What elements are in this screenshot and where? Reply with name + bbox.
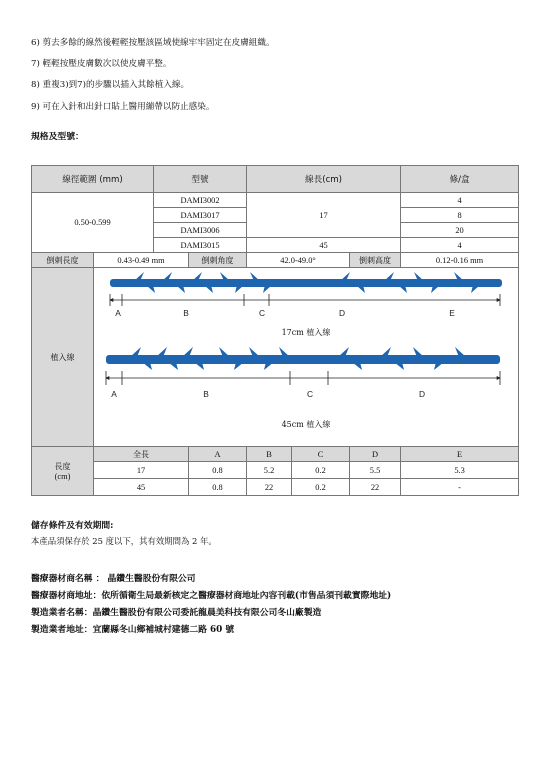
model-cell: DAMI3002 (154, 193, 247, 208)
length-unit: (cm) (54, 472, 71, 481)
seg-cell: 17 (94, 462, 189, 479)
seg-label-D: D (338, 308, 346, 318)
barb-height-value: 0.12-0.16 mm (401, 253, 519, 268)
model-cell: DAMI3015 (154, 238, 247, 253)
seg-cell: - (401, 479, 519, 496)
model-cell: DAMI3017 (154, 208, 247, 223)
seg-cell: 5.2 (247, 462, 292, 479)
seg-header-d: D (350, 447, 401, 462)
seg-cell: 22 (247, 479, 292, 496)
step-7: 7) 輕輕按壓皮膚數次以使皮膚平整。 (31, 59, 172, 70)
header-model: 型號 (154, 166, 247, 193)
device-vendor-address: 醫療器材商地址：依所循衛生局最新核定之醫療器材商地址內容刊載(市售品須刊載實際地址) (31, 591, 392, 601)
step-8: 8) 重複3)到7)的步驟以插入其餘植入線。 (31, 80, 190, 91)
seg-label-A: A (115, 308, 121, 318)
seg-label-C: C (258, 308, 266, 318)
count-cell: 4 (401, 193, 519, 208)
manufacturer-address: 製造業者地址：宜蘭縣冬山鄉補城村建德二路 60 號 (31, 625, 235, 635)
implant-diagram (94, 268, 518, 446)
storage-text: 本產品須保存於 25 度以下，其有效期間為 2 年。 (31, 536, 217, 546)
dimension-lines-17cm (110, 294, 500, 306)
model-cell: DAMI3006 (154, 223, 247, 238)
header-diameter: 線徑範圍 (mm) (32, 166, 154, 193)
length-label-cell (32, 447, 94, 496)
barb-height-label: 倒刺高度 (350, 253, 401, 268)
thread-45cm (106, 347, 500, 370)
spec-table (31, 165, 519, 496)
seg-label-B: B (203, 389, 209, 399)
instruction-steps (31, 33, 275, 118)
manufacturer-name: 製造業者名稱：晶鑽生醫股份有限公司委託龍晨美科技有限公司冬山廠製造 (31, 608, 322, 618)
seg-label-C: C (306, 389, 314, 399)
step-9: 9) 可在入針和出針口貼上醫用繃帶以防止感染。 (31, 101, 215, 112)
seg-cell: 0.8 (189, 479, 247, 496)
seg-cell: 5.5 (350, 462, 401, 479)
seg-label-D: D (418, 389, 426, 399)
diameter-value: 0.50-0.599 (32, 193, 154, 253)
seg-header-b: B (247, 447, 292, 462)
seg-header-c: C (292, 447, 350, 462)
seg-header-total: 全長 (94, 447, 189, 462)
barb-angle-value: 42.0-49.0° (247, 253, 350, 268)
barb-length-label: 倒刺長度 (32, 253, 94, 268)
length-45-cell: 45 (247, 238, 401, 253)
seg-label-A: A (111, 389, 117, 399)
diagram2-caption: 45cm 植入線 (281, 420, 331, 429)
implant-label: 植入線 (32, 268, 94, 447)
header-length: 線長(cm) (247, 166, 401, 193)
step-6: 6) 剪去多餘的線然後輕輕按壓該區域使線牢牢固定在皮膚組織。 (31, 38, 275, 48)
seg-cell: 0.2 (292, 462, 350, 479)
dimension-lines-45cm (106, 371, 500, 385)
length-label: 長度 (54, 462, 71, 471)
seg-label-E: E (449, 308, 455, 318)
seg-cell: 45 (94, 479, 189, 496)
seg-cell: 0.8 (189, 462, 247, 479)
seg-cell: 5.3 (401, 462, 519, 479)
storage-heading: 儲存條件及有效期間: (31, 521, 114, 531)
seg-label-B: B (183, 308, 189, 318)
count-cell: 4 (401, 238, 519, 253)
length-17-cell: 17 (247, 193, 401, 238)
count-cell: 8 (401, 208, 519, 223)
count-cell: 20 (401, 223, 519, 238)
barb-angle-label: 倒刺角度 (189, 253, 247, 268)
spec-heading: 規格及型號： (31, 132, 84, 142)
implant-diagram-cell (94, 268, 519, 447)
diagram1-caption: 17cm 植入線 (281, 328, 331, 337)
seg-cell: 22 (350, 479, 401, 496)
seg-header-e: E (401, 447, 519, 462)
seg-cell: 0.2 (292, 479, 350, 496)
header-count: 條/盒 (401, 166, 519, 193)
seg-header-a: A (189, 447, 247, 462)
thread-17cm (110, 272, 502, 293)
device-vendor-name: 醫療器材商名稱 ： 晶鑽生醫股份有限公司 (31, 574, 196, 584)
barb-length-value: 0.43-0.49 mm (94, 253, 189, 268)
